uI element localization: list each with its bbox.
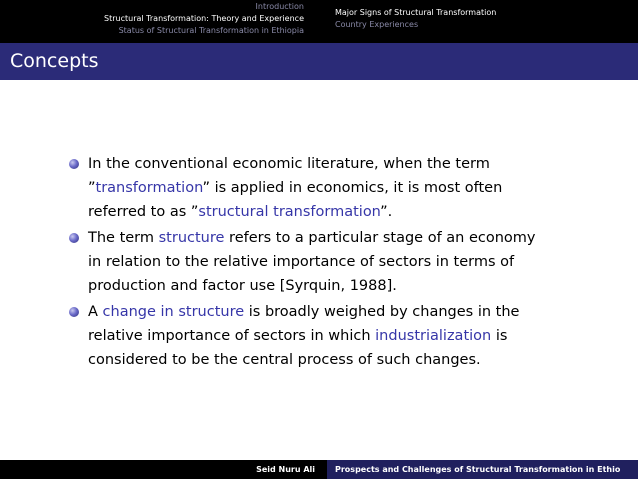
bullet-line: in relation to the relative importance of sectors in terms of	[88, 254, 515, 270]
highlight-term: structure	[158, 230, 225, 246]
frame-title-bar	[0, 43, 638, 80]
bullet-line: considered to be the central process of such changes.	[88, 352, 481, 368]
footer-title-box	[327, 460, 638, 479]
nav-link-status-ethiopia[interactable]: Status of Structural Transformation in Ethiopia	[118, 26, 304, 35]
bullet-line: The term structure refers to a particular stage of an economy	[88, 230, 536, 246]
nav-link-country-experiences[interactable]: Country Experiences	[335, 20, 419, 29]
navigation-header	[0, 0, 638, 43]
subsection-nav-right	[325, 0, 638, 43]
bullet-line: ”transformation” is applied in economics, it is most often	[88, 180, 503, 196]
frame-title: Concepts	[10, 50, 99, 72]
footer-title: Prospects and Challenges of Structural Transformation in Ethio	[335, 465, 621, 474]
bullet-line: production and factor use [Syrquin, 1988].	[88, 278, 397, 294]
bullet-line: In the conventional economic literature, when the term	[88, 156, 490, 172]
section-nav-left	[0, 0, 318, 43]
bullet-ball-icon	[69, 233, 79, 243]
bullet-ball-icon	[69, 307, 79, 317]
bullet-item	[88, 226, 608, 298]
highlight-term: transformation	[95, 180, 203, 196]
bullet-item	[88, 152, 608, 224]
highlight-term: change in structure	[102, 304, 245, 320]
nav-link-major-signs[interactable]: Major Signs of Structural Transformation	[335, 8, 497, 17]
slide-content	[0, 80, 638, 460]
footer-author-box	[0, 460, 327, 479]
bullet-line: referred to as ”structural transformation”.	[88, 204, 393, 220]
highlight-term: industrialization	[375, 328, 492, 344]
nav-link-introduction[interactable]: Introduction	[255, 2, 304, 11]
highlight-term: structural transformation	[198, 204, 381, 220]
bullet-item	[88, 300, 608, 372]
bullet-line: A change in structure is broadly weighed by changes in the	[88, 304, 520, 320]
nav-link-structural-transformation-theory[interactable]: Structural Transformation: Theory and Experience	[104, 14, 304, 23]
bullet-ball-icon	[69, 159, 79, 169]
bullet-line: relative importance of sectors in which industrialization is	[88, 328, 508, 344]
footer-author: Seid Nuru Ali	[256, 465, 315, 474]
footer-bar	[0, 460, 638, 479]
